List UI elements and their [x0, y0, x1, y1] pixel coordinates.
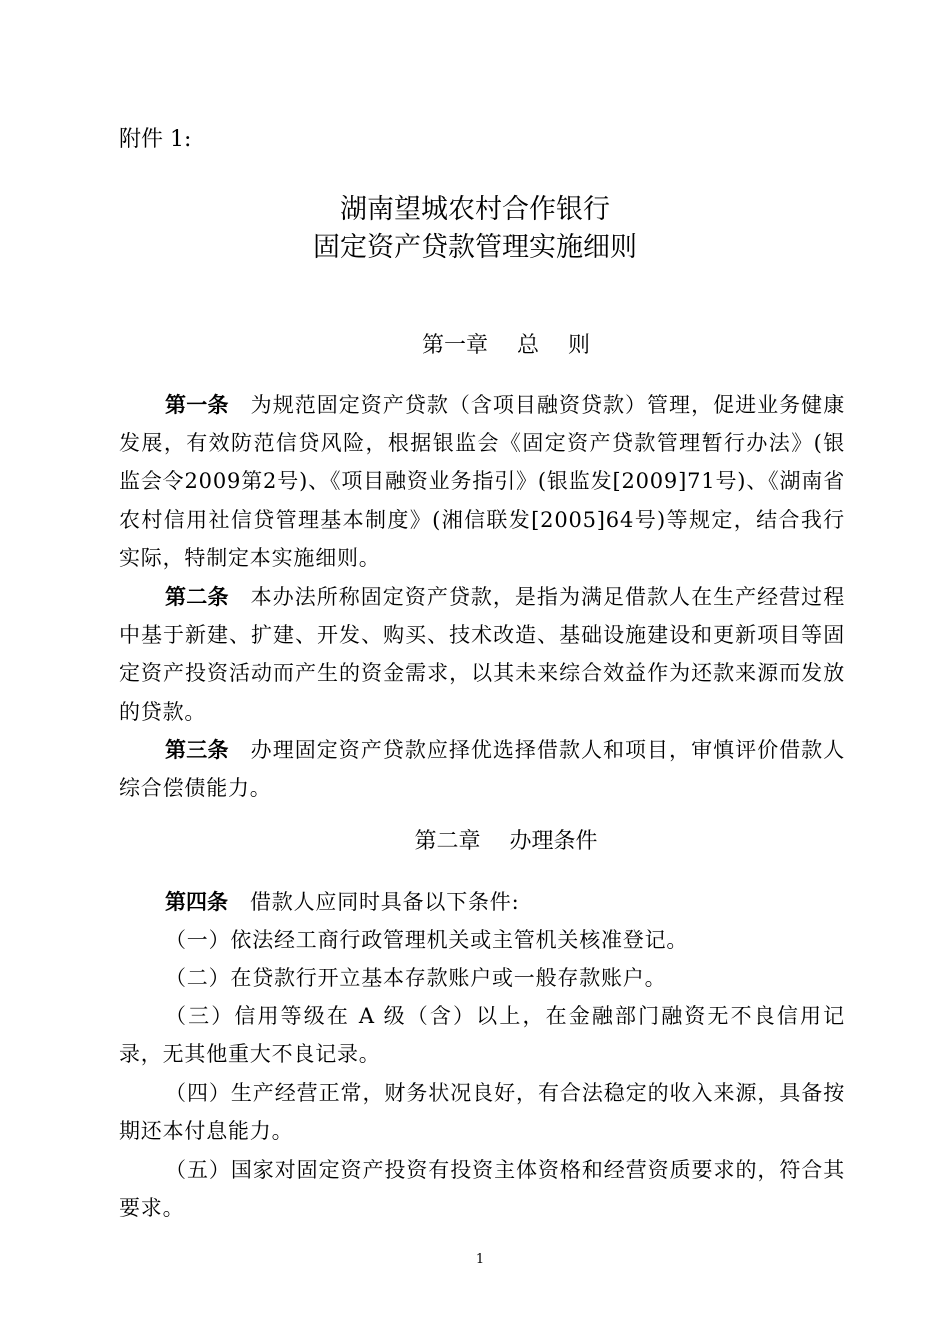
chapter-1-heading: 第一章 总 则: [422, 333, 590, 358]
attachment-label: 附件 1:: [119, 127, 192, 152]
condition-item-3: （三）信用等级在 A 级（含）以上，在金融部门融资无不良信用记录，无其他重大不良记录。: [119, 1004, 845, 1067]
condition-item-2: （二）在贷款行开立基本存款账户或一般存款账户。: [165, 966, 667, 990]
page-number: 1: [475, 1252, 485, 1267]
article-1: [119, 386, 845, 577]
condition-item-4: （四）生产经营正常，财务状况良好，有合法稳定的收入来源，具备按期还本付息能力。: [119, 1081, 845, 1144]
article-3: [119, 731, 845, 807]
article-1-text: 为规范固定资产贷款（含项目融资贷款）管理，促进业务健康发展，有效防范信贷风险，根据银监会《固定资产贷款管理暂行办法》(银监会令2009第2号)、《项目融资业务指引》(银监发[2009]71号)、《湖南省农村信用社信贷管理基本制度》(湘信联发[2005]64号)等规定，结合我行实际，特制定本实施细则。: [119, 393, 845, 570]
condition-item-1: （一）依法经工商行政管理机关或主管机关核准登记。: [165, 928, 689, 952]
article-2-label: 第二条: [165, 585, 229, 609]
document-title-line-1: 湖南望城农村合作银行: [340, 194, 610, 225]
article-1-label: 第一条: [165, 393, 229, 417]
chapter-2-heading: 第二章 办理条件: [414, 829, 598, 854]
article-4-label: 第四条: [165, 890, 228, 914]
article-4: [119, 883, 845, 921]
condition-item-5: （五）国家对固定资产投资有投资主体资格和经营资质要求的，符合其要求。: [119, 1158, 845, 1221]
document-title-line-2: 固定资产贷款管理实施细则: [313, 232, 637, 263]
article-4-text: 借款人应同时具备以下条件:: [250, 890, 520, 914]
article-3-text: 办理固定资产贷款应择优选择借款人和项目，审慎评价借款人综合偿债能力。: [119, 738, 845, 801]
article-2: [119, 578, 845, 731]
article-2-text: 本办法所称固定资产贷款，是指为满足借款人在生产经营过程中基于新建、扩建、开发、购买、技术改造、基础设施建设和更新项目等固定资产投资活动而产生的资金需求，以其未来综合效益作为还款来源而发放的贷款。: [119, 585, 845, 724]
article-3-label: 第三条: [165, 738, 229, 762]
